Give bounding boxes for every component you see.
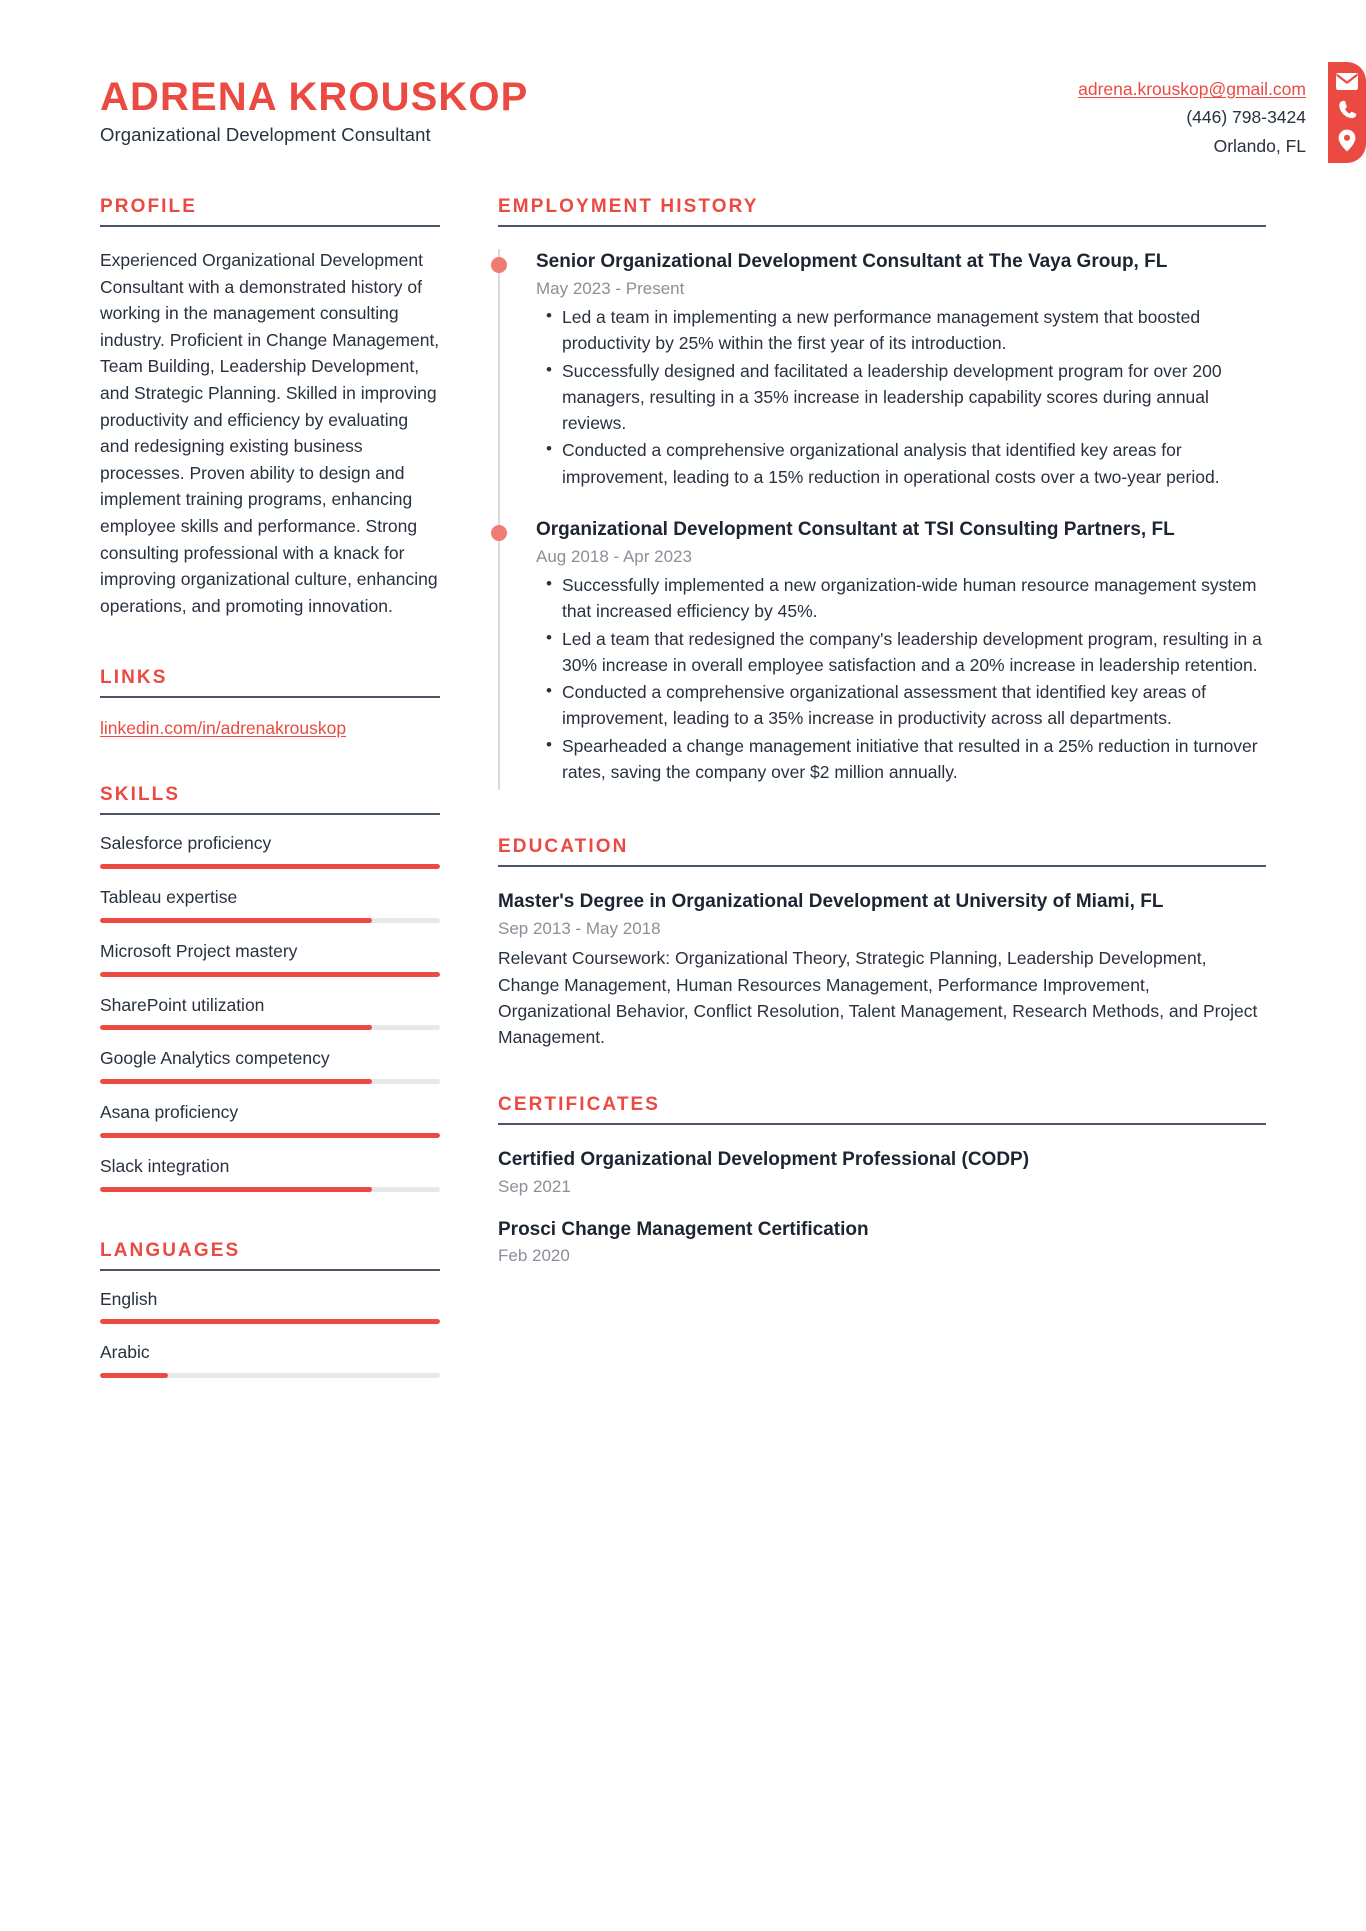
section-languages [100, 1240, 440, 1379]
language-row-meter [100, 1373, 440, 1378]
skill-row [100, 1101, 440, 1138]
skill-row-label: Tableau expertise [100, 887, 238, 908]
skill-row-meter-fill [100, 972, 440, 977]
section-employment [498, 196, 1266, 790]
skill-row [100, 994, 440, 1031]
employment-bullet: • Conducted a comprehensive organizational analysis that identified key areas for improvement, leading to a 15% reduction in operational costs over a two-year period. [562, 437, 1266, 490]
skill-row-label: Slack integration [100, 1155, 230, 1176]
skill-row-meter-fill [100, 918, 372, 923]
contact-block [1078, 62, 1366, 163]
employment-bullet: • Spearheaded a change management initiative that resulted in a 25% reduction in turnover rates, saving the company over $2 million annually. [562, 733, 1266, 786]
contact-location: Orlando, FL [1213, 135, 1306, 156]
section-heading-employment: EMPLOYMENT HISTORY [498, 196, 759, 217]
section-heading-profile: PROFILE [100, 196, 198, 217]
envelope-icon [1336, 73, 1358, 90]
skill-row-meter-fill [100, 864, 440, 869]
skill-row-label: Asana proficiency [100, 1102, 239, 1123]
section-divider [498, 1123, 1266, 1125]
contact-phone: (446) 798-3424 [1186, 107, 1306, 128]
skill-row-label: SharePoint utilization [100, 994, 265, 1015]
section-links [100, 667, 440, 739]
skill-row-meter-fill [100, 1025, 372, 1030]
timeline-dot-icon [491, 525, 507, 541]
job-subtitle: Organizational Development Consultant [100, 124, 431, 146]
skill-row-label: Google Analytics competency [100, 1048, 330, 1069]
skill-row [100, 832, 440, 869]
section-heading-certificates: CERTIFICATES [498, 1094, 661, 1116]
education-entry [498, 889, 1266, 1050]
employment-bullet: • Successfully implemented a new organization-wide human resource management system that increased efficiency by 45%. [562, 572, 1266, 625]
resume-body [0, 196, 1366, 1378]
language-row [100, 1341, 440, 1378]
employment-entry [536, 249, 1266, 495]
sidebar-column [100, 196, 440, 1378]
employment-bullets [536, 304, 1266, 490]
timeline-dot-icon [491, 257, 507, 273]
language-row [100, 1288, 440, 1325]
languages-list [100, 1288, 440, 1379]
skills-list [100, 832, 440, 1191]
section-divider [100, 696, 440, 698]
section-divider [498, 225, 1266, 227]
certificates-list [498, 1147, 1266, 1265]
language-row-label: English [100, 1288, 158, 1309]
skill-row-label: Salesforce proficiency [100, 833, 272, 854]
section-heading-links: LINKS [100, 667, 168, 689]
language-row-label: Arabic [100, 1342, 150, 1363]
certificate-date: Sep 2021 [498, 1176, 571, 1196]
timeline-spacer [536, 495, 1266, 517]
skill-row-meter [100, 864, 440, 869]
language-row-meter-fill [100, 1319, 440, 1324]
skill-row [100, 886, 440, 923]
section-divider [498, 865, 1266, 867]
section-divider [100, 225, 440, 227]
section-divider [100, 813, 440, 815]
certificate-entry [498, 1147, 1266, 1196]
phone-icon [1337, 99, 1358, 120]
skill-row-meter [100, 972, 440, 977]
section-divider [100, 1269, 440, 1271]
page-title: ADRENA KROUSKOP [100, 75, 529, 119]
identity-block [100, 62, 528, 146]
employment-bullet: • Led a team that redesigned the company's leadership development program, resulting in a 30% increase in overall employee satisfaction and a 20% increase in leadership retention. [562, 626, 1266, 679]
skill-row [100, 1155, 440, 1192]
skill-row [100, 1047, 440, 1084]
language-row-meter [100, 1319, 440, 1324]
skill-row-meter-fill [100, 1079, 372, 1084]
employment-entry [536, 517, 1266, 790]
skill-row-meter [100, 1079, 440, 1084]
skill-row-meter [100, 918, 440, 923]
education-list [498, 889, 1266, 1050]
employment-bullets [536, 572, 1266, 785]
employment-title: Senior Organizational Development Consultant at The Vaya Group, FL [536, 251, 1168, 272]
education-degree: Master's Degree in Organizational Development at University of Miami, FL [498, 891, 1164, 913]
education-description: Relevant Coursework: Organizational Theory, Strategic Planning, Leadership Development, Change Management, Human Resources Management, Performance Improvement, Organizational Behavior, Conflict Resolution, Talent Management, Research Methods, and Project Management. [498, 948, 1258, 1048]
map-pin-icon [1338, 129, 1356, 152]
section-heading-education: EDUCATION [498, 836, 629, 858]
contact-icon-tab [1328, 62, 1366, 163]
employment-bullet: • Successfully designed and facilitated a leadership development program for over 200 managers, resulting in a 35% increase in leadership capability scores during annual reviews. [562, 358, 1266, 437]
contact-email[interactable]: adrena.krouskop@gmail.com [1078, 79, 1306, 99]
skill-row-meter [100, 1025, 440, 1030]
employment-timeline [498, 249, 1266, 790]
skill-row [100, 940, 440, 977]
skill-row-meter-fill [100, 1187, 372, 1192]
main-column [498, 196, 1266, 1266]
skill-row-meter-fill [100, 1133, 440, 1138]
profile-text: Experienced Organizational Development Consultant with a demonstrated history of working in the management consulting industry. Proficient in Change Management, Team Building, Leadership Development, and Strategic Planning. Skilled in improving productivity and efficiency by evaluating and redesigning existing business processes. Proven ability to design and implement training programs, enhancing employee skills and performance. Strong consulting professional with a knack for improving organizational culture, enhancing operations, and promoting innovation. [100, 250, 440, 616]
section-certificates [498, 1094, 1266, 1265]
language-row-meter-fill [100, 1373, 168, 1378]
employment-date: Aug 2018 - Apr 2023 [536, 547, 692, 567]
section-heading-languages: LANGUAGES [100, 1239, 241, 1261]
skill-row-meter [100, 1187, 440, 1192]
resume-header [0, 0, 1366, 196]
section-skills [100, 784, 440, 1191]
certificate-name: Certified Organizational Development Professional (CODP) [498, 1149, 1030, 1171]
certificate-name: Prosci Change Management Certification [498, 1218, 869, 1240]
link-item[interactable]: linkedin.com/in/adrenakrouskop [100, 718, 347, 739]
education-date: Sep 2013 - May 2018 [498, 919, 661, 939]
certificate-date: Feb 2020 [498, 1245, 570, 1265]
section-heading-skills: SKILLS [100, 784, 181, 806]
certificate-entry [498, 1217, 1266, 1266]
employment-title: Organizational Development Consultant at TSI Consulting Partners, FL [536, 518, 1175, 540]
employment-bullet: • Conducted a comprehensive organizational assessment that identified key areas of improvement, leading to a 35% increase in productivity across all departments. [562, 679, 1266, 732]
employment-bullet: • Led a team in implementing a new performance management system that boosted productivity by 25% within the first year of its introduction. [562, 304, 1266, 357]
skill-row-meter [100, 1133, 440, 1138]
skill-row-label: Microsoft Project mastery [100, 940, 298, 961]
section-education [498, 836, 1266, 1050]
employment-date: May 2023 - Present [536, 279, 685, 299]
section-profile [100, 196, 440, 619]
